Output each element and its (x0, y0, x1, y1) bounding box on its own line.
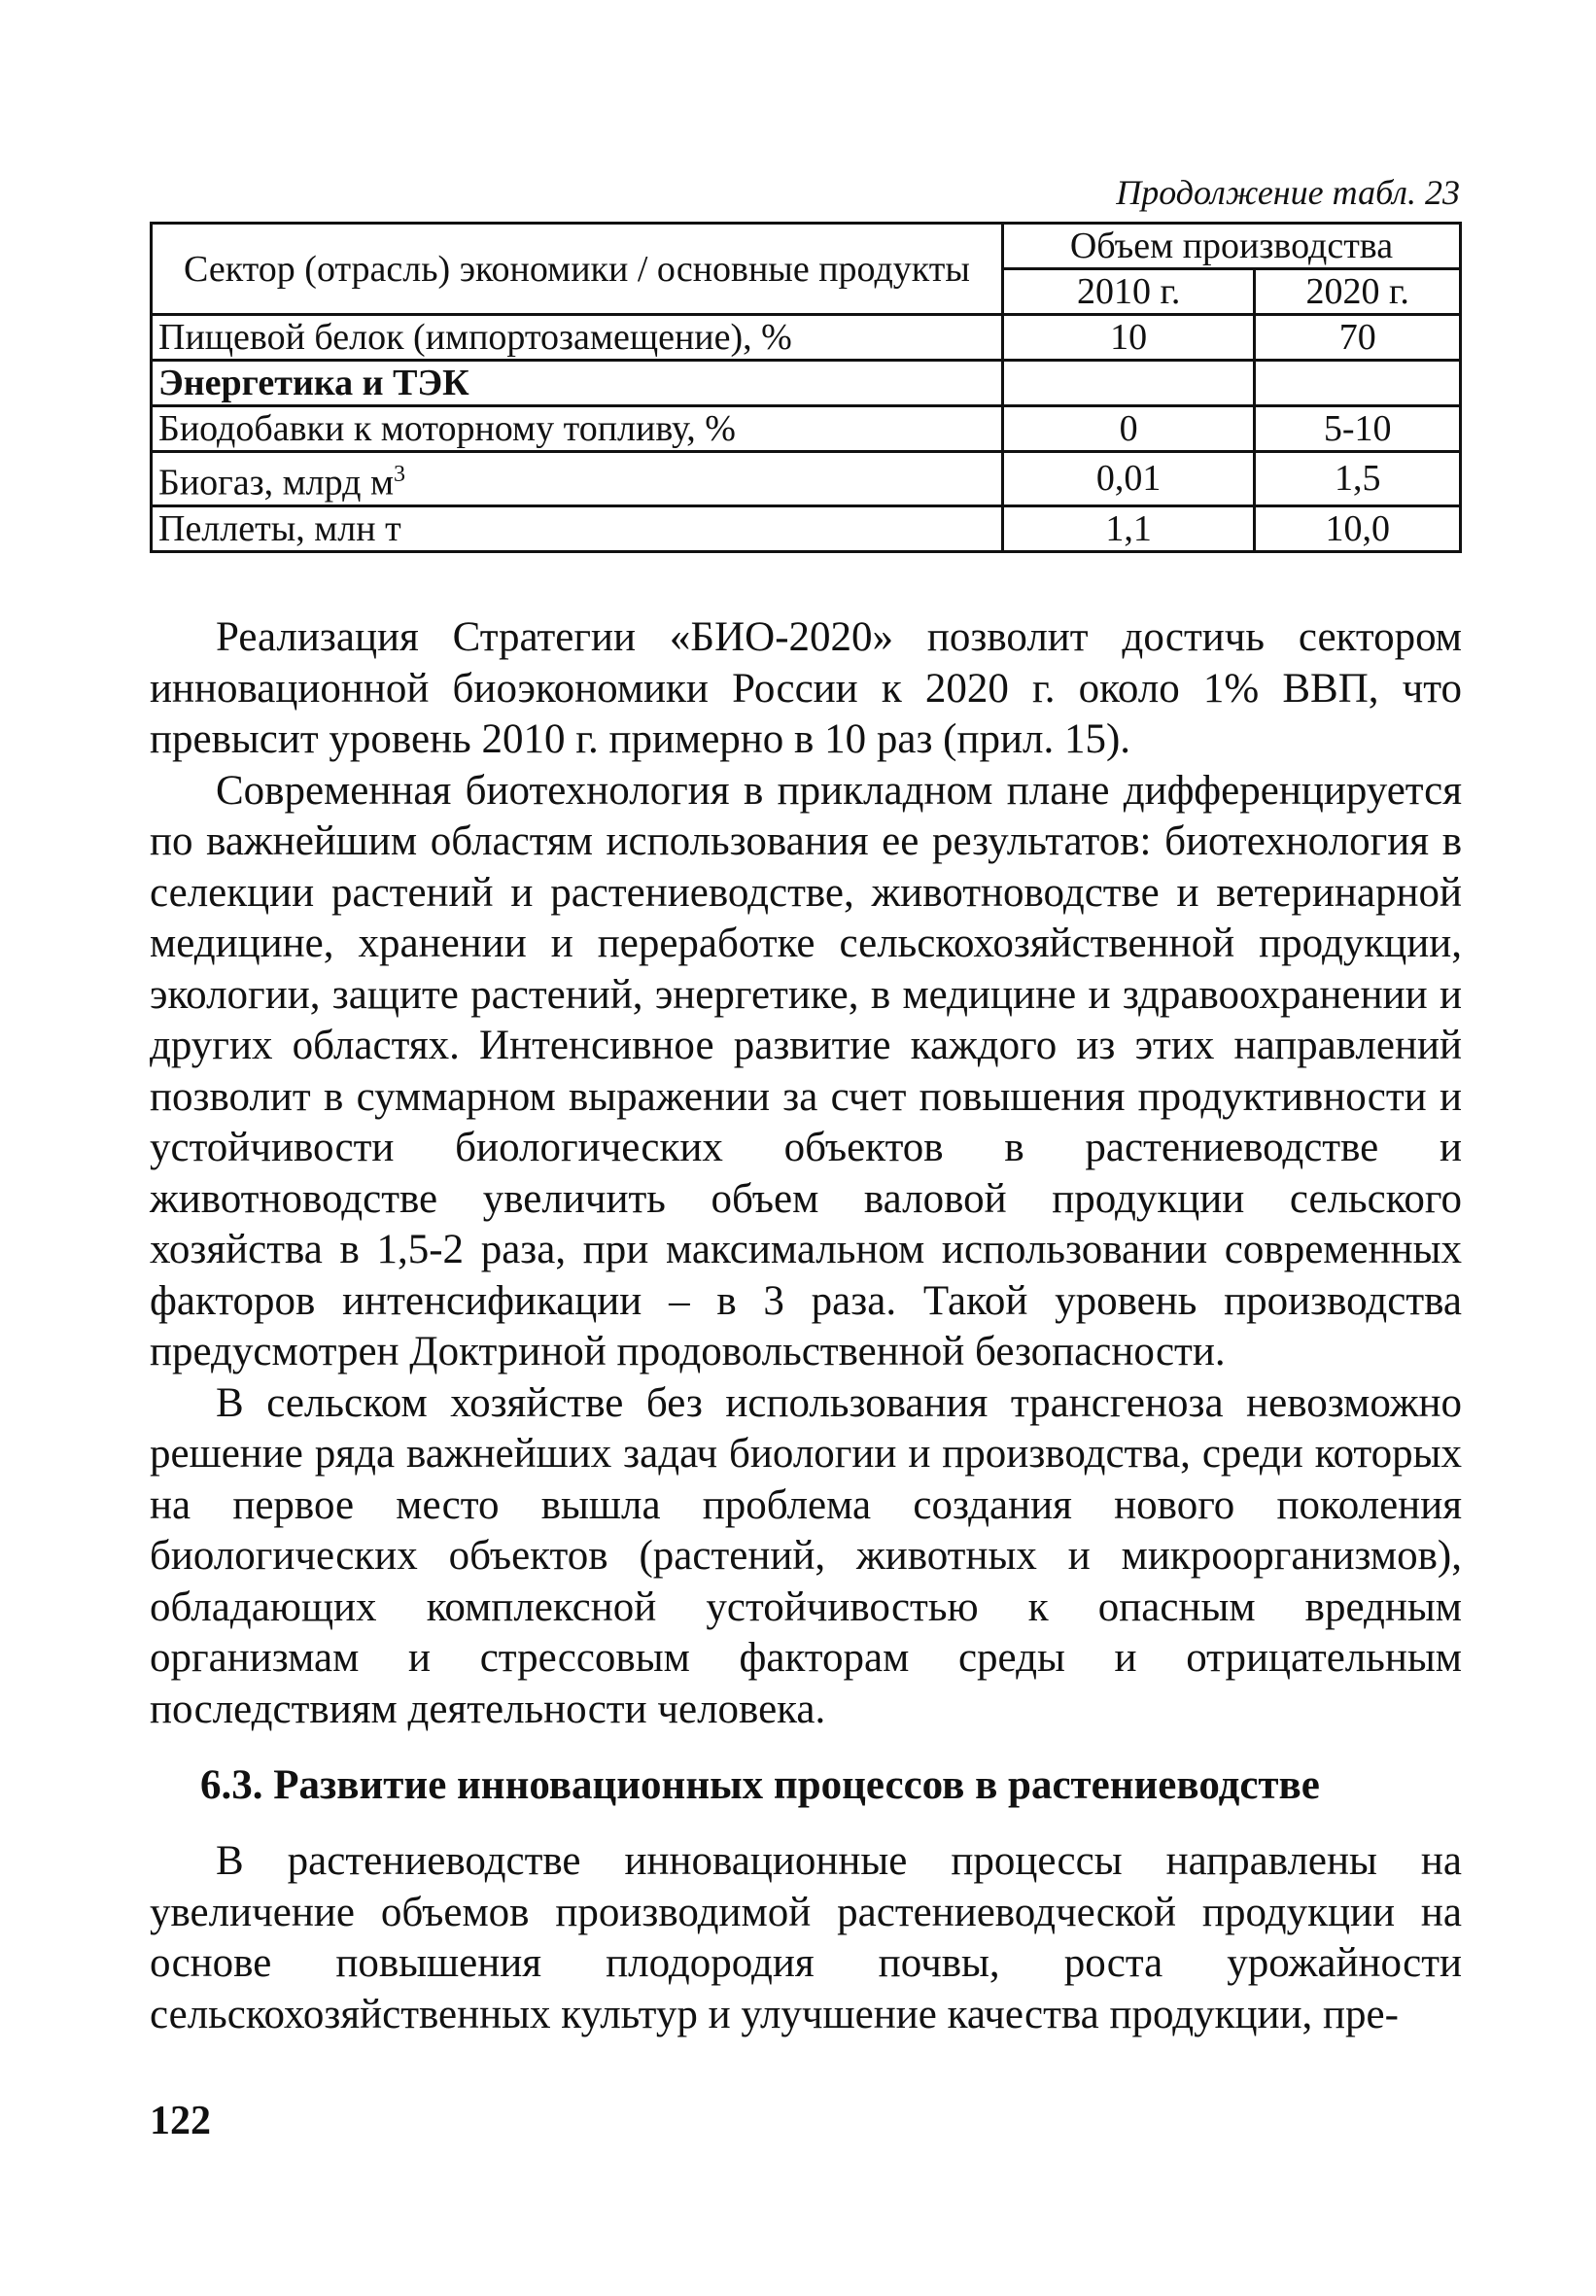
row-value-2010: 1,1 (1002, 505, 1254, 551)
row-value-2010: 10 (1002, 315, 1254, 361)
row-value-2010: 0,01 (1002, 452, 1254, 506)
table-header-row (152, 224, 1461, 269)
paragraph: Современная биотехнология в прикладном плане дифференцируется по важнейшим областям использования ее результатов: биотехнология в селекции растений и растениеводстве, животноводстве и ветеринарной медицине, хранении и переработке сельскохозяйственной продукции, экологии, защите растений, энергетике, в медицине и здравоохранении и других областях. Интенсивное развитие каждого из этих направлений позволит в суммарном выражении за счет повышения продуктивности и устойчивости биологических объектов в растениеводстве и животноводстве увеличить объем валовой продукции сельского хозяйства в 1,5-2 раза, при максимальном использовании современных факторов интенсификации – в 3 раза. Такой уровень производства предусмотрен Доктриной продовольственной безопасности. (150, 767, 1462, 1374)
row-value-2020: 70 (1255, 315, 1461, 361)
table-row (152, 406, 1461, 452)
section-heading: 6.3. Развитие инновационных процессов в растениеводстве (200, 1762, 1320, 1808)
paragraph: Реализация Стратегии «БИО-2020» позволит достичь сектором инновационной биоэкономики России к 2020 г. около 1% ВВП, что превысит уровень 2010 г. примерно в 10 раз (прил. 15). (150, 614, 1462, 762)
row-value-2020 (1255, 361, 1461, 406)
production-table (150, 222, 1462, 553)
row-label: Пищевой белок (импортозамещение), % (152, 315, 1003, 361)
table-caption: Продолжение табл. 23 (1116, 173, 1460, 212)
row-label: Биодобавки к моторному топливу, % (152, 406, 1003, 452)
paragraph: В сельском хозяйстве без использования трансгеноза невозможно решение ряда важнейших задач биологии и производства, среди которых на первое место вышла проблема создания нового поколения биологических объектов (растений, животных и микроорганизмов), обладающих комплексной устойчивостью к опасным вредным организмам и стрессовым факторам среды и отрицательным последствиям деятельности человека. (150, 1379, 1462, 1732)
sector-column-header: Сектор (отрасль) экономики / основные продукты (152, 224, 1003, 315)
table-row (152, 361, 1461, 406)
row-label-section: Энергетика и ТЭК (152, 361, 1003, 406)
year-2010-header: 2010 г. (1002, 269, 1254, 315)
volume-column-header: Объем производства (1002, 224, 1460, 269)
row-label: Пеллеты, млн т (152, 505, 1003, 551)
row-label: Биогаз, млрд м (158, 462, 395, 504)
row-value-2010: 0 (1002, 406, 1254, 452)
table-row (152, 505, 1461, 551)
superscript: 3 (394, 462, 406, 487)
table-row (152, 452, 1461, 506)
page-number: 122 (150, 2099, 211, 2143)
row-value-2020: 1,5 (1255, 452, 1461, 506)
row-label-cell (152, 452, 1003, 506)
row-value-2020: 5-10 (1255, 406, 1461, 452)
year-2020-header: 2020 г. (1255, 269, 1461, 315)
body-text (150, 612, 1462, 2040)
row-value-2010 (1002, 361, 1254, 406)
table-row (152, 315, 1461, 361)
row-value-2020: 10,0 (1255, 505, 1461, 551)
paragraph: В растениеводстве инновационные процессы направлены на увеличение объемов производимой растениеводческой продукции на основе повышения плодородия почвы, роста урожайности сельскохозяйственных культур и улучшение качества продукции, пре- (150, 1838, 1462, 2037)
